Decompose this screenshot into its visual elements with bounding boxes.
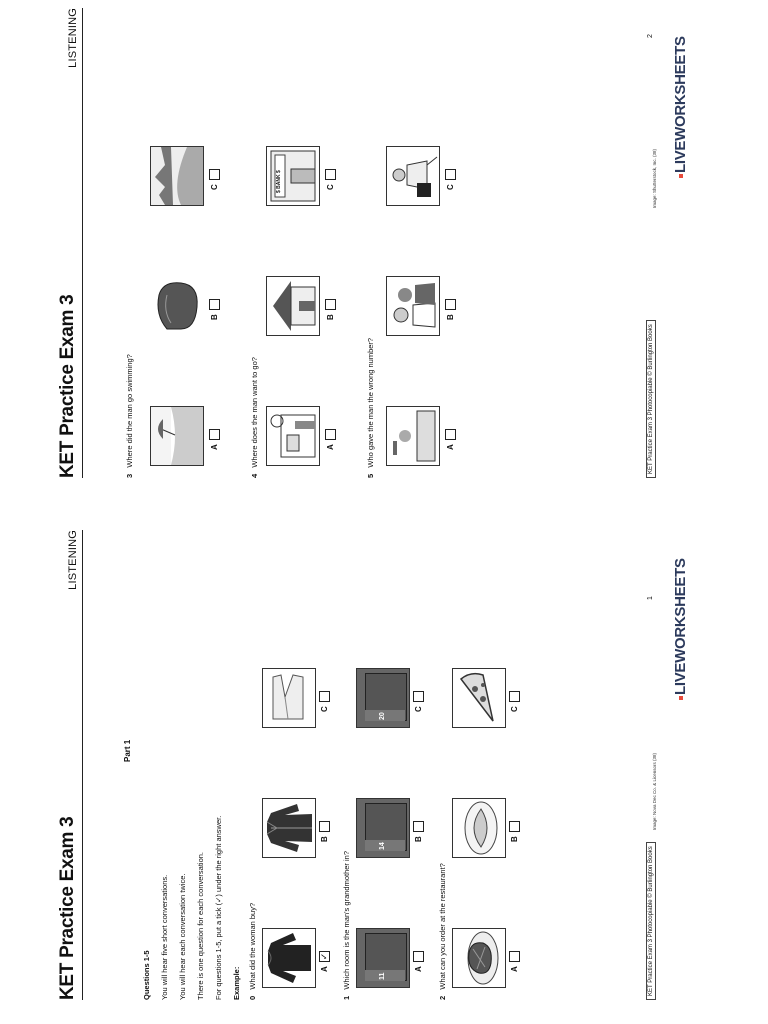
answer-box-q3-c[interactable] (209, 169, 220, 180)
question-text: What can you order at the restaurant? (438, 863, 447, 990)
option-b-label: B (446, 314, 455, 320)
answer-box-q5-b[interactable] (445, 299, 456, 310)
option-b-label: B (414, 836, 423, 842)
question-number: 3 (125, 473, 134, 478)
question-number: 2 (438, 995, 447, 1000)
option-b-label: B (320, 836, 329, 842)
question-number: 5 (366, 473, 375, 478)
example-label: Example: (232, 966, 241, 1000)
answer-box-q0-c[interactable] (319, 691, 330, 702)
page-number: 2 (647, 34, 654, 38)
picture-receptionist (386, 406, 440, 466)
image-credit: Image: Nova Dec Co. & Licensors (38) (652, 752, 657, 830)
picture-pool (150, 276, 204, 336)
question-3 (125, 354, 134, 478)
footer-copyright: KET Practice Exam 3 Photocopiable © Burlington Books (646, 842, 656, 1000)
picture-sweater (262, 928, 316, 988)
bank-sign: $ BANK $ (276, 170, 282, 193)
option-a-label: A (510, 966, 519, 972)
answer-box-q2-c[interactable] (509, 691, 520, 702)
brand-logo (672, 558, 689, 700)
picture-fish (452, 798, 506, 858)
question-1 (342, 851, 351, 1000)
section-label: LISTENING (67, 8, 79, 68)
brand-name: LIVEWORKSHEETS (672, 558, 689, 695)
room-number: 11 (379, 972, 386, 980)
option-c-label: C (510, 706, 519, 712)
answer-box-q2-a[interactable] (509, 951, 520, 962)
room-number: 14 (379, 842, 386, 850)
answer-box-q4-a[interactable] (325, 429, 336, 440)
picture-jacket (262, 798, 316, 858)
image-credit: Image: Shutterstock, Inc. (38) (652, 148, 657, 208)
page-number: 1 (647, 596, 654, 600)
picture-doctor (386, 276, 440, 336)
answer-box-q5-c[interactable] (445, 169, 456, 180)
question-number: 4 (250, 473, 259, 478)
answer-box-q4-b[interactable] (325, 299, 336, 310)
logo-icon (679, 696, 683, 700)
answer-box-q3-b[interactable] (209, 299, 220, 310)
picture-mechanic (386, 146, 440, 206)
option-c-label: C (446, 184, 455, 190)
section-label: LISTENING (67, 530, 79, 590)
worksheet-page-1 (50, 530, 710, 1000)
picture-door-14 (356, 798, 410, 858)
instruction-2: You will hear each conversation twice. (178, 873, 187, 1000)
answer-box-q2-b[interactable] (509, 821, 520, 832)
answer-box-q5-a[interactable] (445, 429, 456, 440)
answer-box-q1-a[interactable] (413, 951, 424, 962)
picture-beach (150, 406, 204, 466)
footer-copyright: KET Practice Exam 3 Photocopiable © Burlington Books (646, 320, 656, 478)
picture-trousers (262, 668, 316, 728)
question-4 (250, 357, 259, 478)
question-text: Where does the man want to go? (250, 357, 259, 468)
page-header (50, 530, 83, 1000)
option-a-label: A (326, 444, 335, 450)
picture-house (266, 276, 320, 336)
picture-shop (266, 406, 320, 466)
answer-box-q3-a[interactable] (209, 429, 220, 440)
option-c-label: C (320, 706, 329, 712)
option-a-label: A (414, 966, 423, 972)
option-b-label: B (210, 314, 219, 320)
part-heading: Part 1 (123, 739, 132, 762)
answer-box-q1-b[interactable] (413, 821, 424, 832)
option-a-label: A (210, 444, 219, 450)
option-c-label: C (210, 184, 219, 190)
exam-title: KET Practice Exam 3 (57, 294, 78, 478)
answer-box-q0-b[interactable] (319, 821, 330, 832)
question-number: 1 (342, 995, 351, 1000)
option-b-label: B (326, 314, 335, 320)
answer-box-q0-a[interactable]: ✓ (319, 952, 329, 961)
option-b-label: B (510, 836, 519, 842)
instruction-4: For questions 1-5, put a tick (✓) under the right answer. (214, 815, 223, 1000)
answer-box-q1-c[interactable] (413, 691, 424, 702)
questions-heading: Questions 1-5 (142, 950, 151, 1000)
exam-title: KET Practice Exam 3 (57, 816, 78, 1000)
brand-name: LIVEWORKSHEETS (672, 36, 689, 173)
worksheet-page-2 (50, 8, 710, 478)
question-text: Who gave the man the wrong number? (366, 337, 375, 468)
picture-bank (266, 146, 320, 206)
option-c-label: C (326, 184, 335, 190)
question-0 (248, 903, 257, 1000)
question-5 (366, 338, 375, 478)
question-number: 0 (248, 995, 257, 1000)
question-text: Where did the man go swimming? (125, 354, 134, 468)
option-c-label: C (414, 706, 423, 712)
page-header (50, 8, 83, 478)
instruction-3: There is one question for each conversation. (196, 851, 205, 1000)
picture-pizza (452, 668, 506, 728)
question-text: What did the woman buy? (248, 902, 257, 990)
instruction-1: You will hear five short conversations. (160, 874, 169, 1000)
logo-icon (679, 174, 683, 178)
question-2 (438, 863, 447, 1000)
picture-river (150, 146, 204, 206)
picture-door-11 (356, 928, 410, 988)
option-a-label: A (446, 444, 455, 450)
room-number: 20 (379, 712, 386, 720)
brand-logo (672, 36, 689, 178)
question-text: Which room is the man's grandmother in? (342, 850, 351, 990)
picture-steak (452, 928, 506, 988)
answer-box-q4-c[interactable] (325, 169, 336, 180)
picture-door-20 (356, 668, 410, 728)
option-a-label: A (320, 966, 329, 972)
